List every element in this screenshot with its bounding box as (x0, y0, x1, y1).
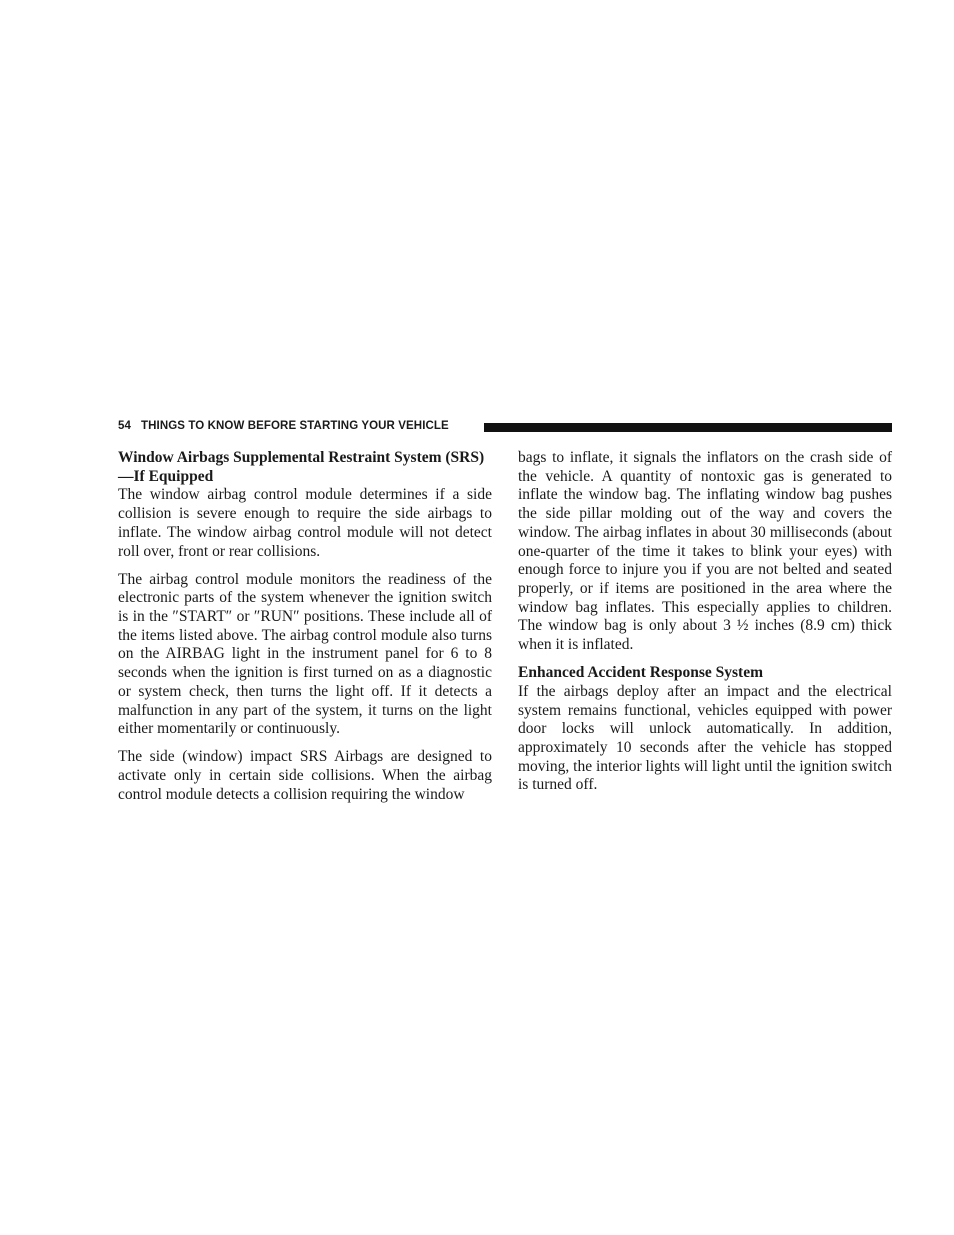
right-column (518, 449, 892, 795)
header-rule-bar (484, 423, 892, 432)
body-paragraph: If the airbags deploy after an impact and the electrical system remains functional, vehicles equipped with power door locks will unlock automatically. In addition, approximately 10 seconds after the vehicle has stopped moving, the interior lights will light until the ignition switch is turned off. (518, 682, 892, 794)
running-header (118, 420, 449, 432)
body-paragraph: The window airbag control module determines if a side collision is severe enough to require the side airbags to inflate. The window airbag control module will not detect roll over, front or rear collisions. (118, 486, 492, 560)
body-paragraph: The airbag control module monitors the readiness of the electronic parts of the system whenever the ignition switch is in the ″START″ or ″RUN″ positions. These include all of the items listed above. The airbag control module also turns on the AIRBAG light in the instrument panel for 6 to 8 seconds when the ignition is first turned on as a diagnostic or system check, then turns the light off. If it detects a malfunction in any part of the system, it turns on the light either momentarily or continuously. (118, 570, 492, 738)
left-column (118, 449, 492, 804)
page-header (118, 418, 892, 436)
section-title: THINGS TO KNOW BEFORE STARTING YOUR VEHICLE (141, 420, 449, 432)
section-heading-window-airbags: Window Airbags Supplemental Restraint System (SRS)—If Equipped (118, 449, 485, 485)
page-number: 54 (118, 420, 131, 432)
body-paragraph-continued: bags to inflate, it signals the inflators on the crash side of the vehicle. A quantity of nontoxic gas is generated to inflate the window bag. The inflating window bag pushes the side pillar molding out of the way and covers the window. The airbag inflates in about 30 milliseconds (about one-quarter of the time it takes to blink your eyes) with enough force to injure you if you are not belted and seated properly, or if items are positioned in the area where the window bag inflates. This especially applies to children. The window bag is only about 3 ½ inches (8.9 cm) thick when it is inflated. (518, 449, 892, 654)
body-paragraph: The side (window) impact SRS Airbags are designed to activate only in certain side collisions. When the airbag control module detects a collision requiring the window (118, 748, 492, 803)
section-heading-enhanced-accident-response: Enhanced Accident Response System (518, 664, 764, 682)
